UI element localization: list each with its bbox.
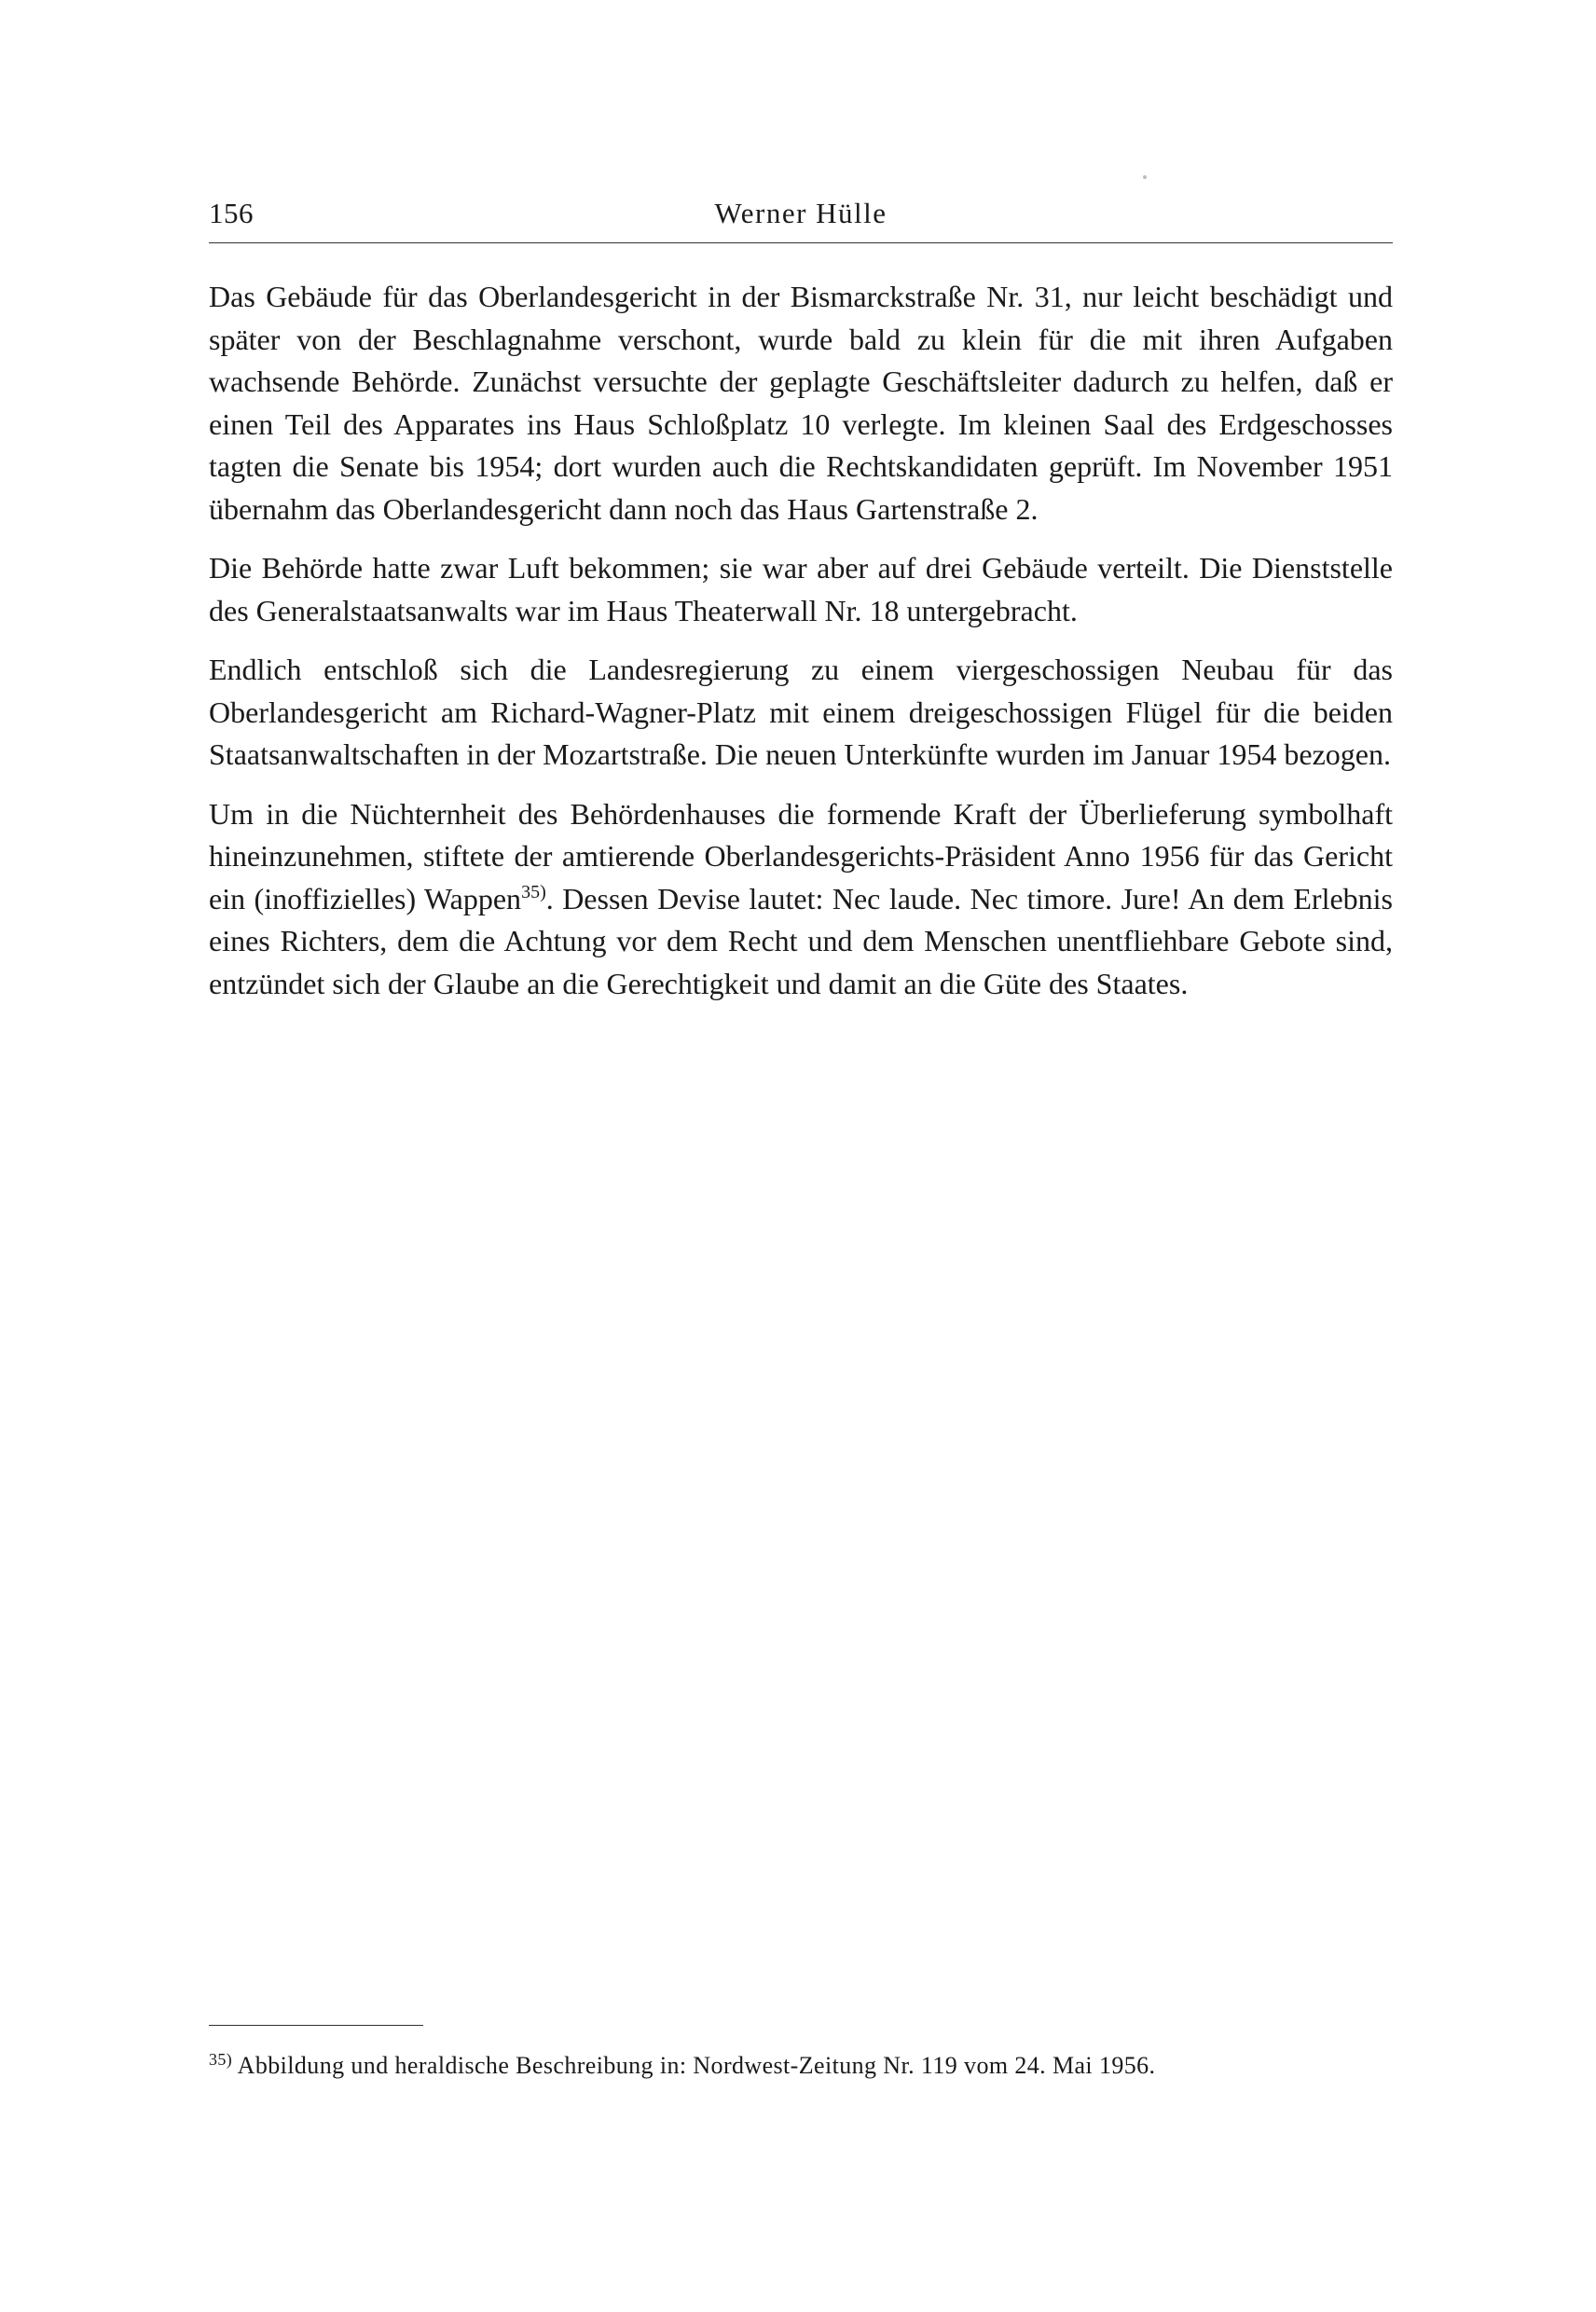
paragraph-1: Das Gebäude für das Oberlandesgericht in der Bismarckstraße Nr. 31, nur leicht beschädigt und später von der Beschlagnahme verschont, wurde bald zu klein für die mit ihren Aufgaben wachsende Behörde. Zunächst versuchte der geplagte Geschäftsleiter dadurch zu helfen, daß er einen Teil des Apparates ins Haus Schloßplatz 10 verlegte. Im kleinen Saal des Erdgeschosses tagten die Senate bis 1954; dort wurden auch die Rechtskandidaten geprüft. Im November 1951 übernahm das Oberlandesgericht dann noch das Haus Gartenstraße 2. [209,280,1393,526]
paragraph-4-text-end: . Dessen Devise lautet: Nec laude. Nec timore. Jure! An dem Erlebnis eines Richters, dem die Achtung vor dem Recht und dem Menschen unentfliehbare Gebote sind, entzündet sich der Glaube an die Gerechtigkeit und damit an die Güte des Staates. [209,881,1394,1000]
paragraph-4-text-start: Um in die Nüchternheit des Behördenhauses die formende Kraft der Überlieferung symbolhaft hineinzunehmen, stiftete der amtierende Oberlandesgerichts-Präsident Anno 1956 für das Gericht ein (inoffizielles) Wappen [209,796,1393,915]
footnote-text: Abbildung und heraldische Beschreibung in: Nordwest-Zeitung Nr. 119 vom 24. Mai 1956. [232,2052,1156,2079]
footnote [209,2047,1393,2085]
footnote-reference: 35) [521,881,546,902]
footnote-rule [209,2025,423,2026]
running-head [209,191,1393,236]
paragraph-2: Die Behörde hatte zwar Luft bekommen; sie war aber auf drei Gebäude verteilt. Die Dienststelle des Generalstaatsanwalts war im Haus Theaterwall Nr. 18 untergebracht. [209,551,1393,627]
print-speck [1143,175,1147,179]
footnote-marker: 35) [209,2050,233,2069]
header-rule [209,242,1393,243]
page-number: 156 [209,197,254,229]
paragraph-4 [209,793,1393,1006]
body-text [209,276,1393,1005]
paragraph-3: Endlich entschloß sich die Landesregierung zu einem viergeschossigen Neubau für das Oberlandesgericht am Richard-Wagner-Platz mit einem dreigeschossigen Flügel für die beiden Staatsanwaltschaften in der Mozartstraße. Die neuen Unterkünfte wurden im Januar 1954 bezogen. [209,653,1393,771]
running-title: Werner Hülle [714,197,887,229]
